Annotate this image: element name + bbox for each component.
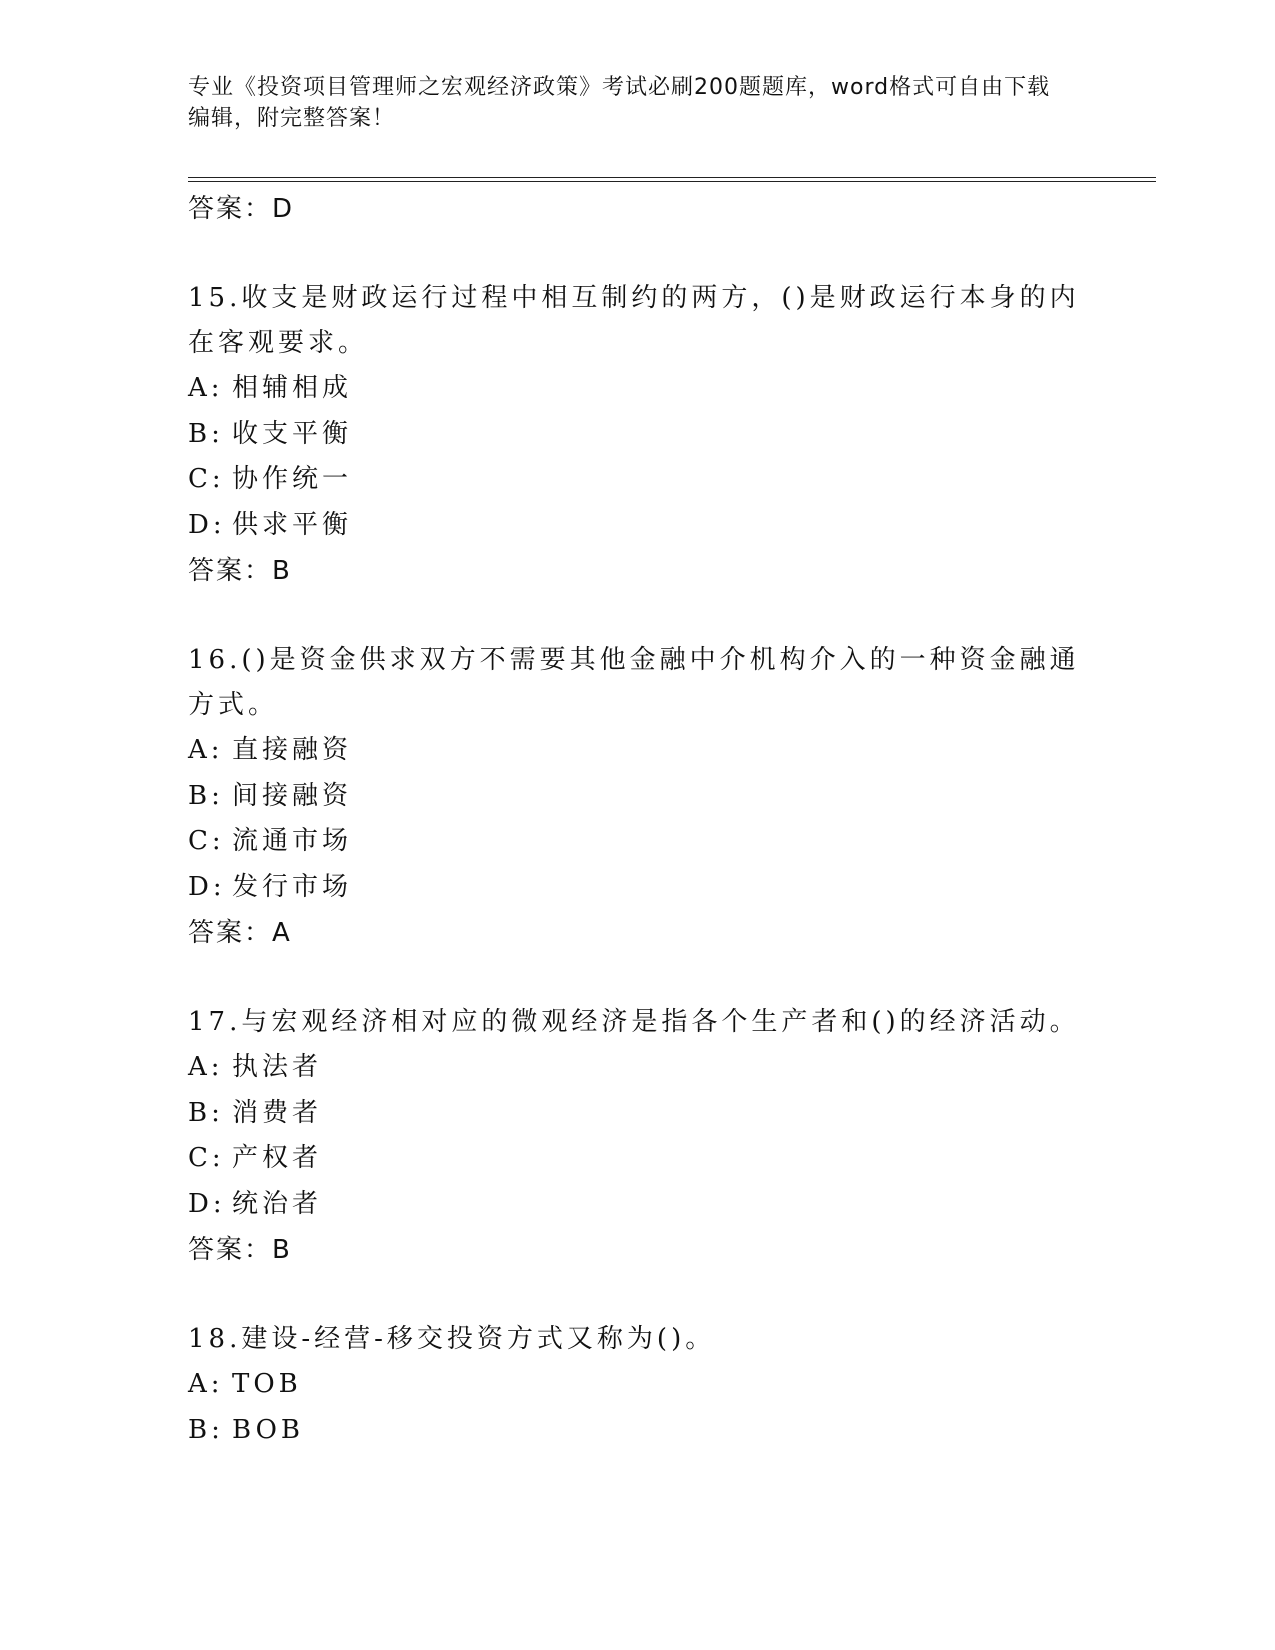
option-c: [188, 819, 1088, 865]
option-letter: C:: [188, 826, 225, 856]
option-d: [188, 503, 1088, 549]
header-divider-top: [188, 177, 1156, 178]
option-d: [188, 1182, 1088, 1228]
question-15: [188, 276, 1088, 594]
option-b: [188, 1091, 1088, 1137]
question-text: 18.建设-经营-移交投资方式又称为()。: [188, 1324, 716, 1354]
option-letter: D:: [188, 1188, 226, 1219]
option-letter: A:: [188, 373, 224, 403]
option-text: 供求平衡: [232, 509, 353, 540]
option-letter: A:: [188, 735, 224, 765]
header-divider-bottom: [188, 181, 1156, 182]
option-b: [188, 1408, 1088, 1454]
option-text: 产权者: [232, 1143, 323, 1173]
option-a: [188, 728, 1088, 774]
option-text: 直接融资: [232, 735, 353, 765]
previous-answer: 答案：D: [188, 194, 295, 224]
option-text: 统治者: [232, 1188, 323, 1219]
document-header: 专业《投资项目管理师之宏观经济政策》考试必刷200题题库，word格式可自由下载编辑，附完整答案！: [188, 75, 1051, 131]
question-17: [188, 1000, 1088, 1273]
option-a: [188, 1362, 1088, 1408]
answer-line: 答案：B: [188, 1235, 292, 1265]
option-text: 发行市场: [232, 871, 353, 902]
option-a: [188, 366, 1088, 412]
option-b: [188, 412, 1088, 458]
question-text: 17.与宏观经济相对应的微观经济是指各个生产者和()的经济活动。: [188, 1007, 1080, 1037]
option-c: [188, 1136, 1088, 1182]
question-text: 15.收支是财政运行过程中相互制约的两方，()是财政运行本身的内在客观要求。: [188, 283, 1080, 358]
option-text: 间接融资: [232, 780, 353, 811]
option-d: [188, 865, 1088, 911]
option-letter: A:: [188, 1052, 224, 1082]
option-letter: B:: [188, 1414, 224, 1445]
option-letter: C:: [188, 1143, 225, 1173]
option-a: [188, 1045, 1088, 1091]
option-letter: A:: [188, 1369, 224, 1399]
option-text: TOB: [232, 1369, 302, 1399]
option-letter: C:: [188, 464, 225, 494]
document-body: [188, 186, 1088, 1453]
option-text: 相辅相成: [232, 373, 353, 403]
option-letter: B:: [188, 418, 224, 449]
option-text: BOB: [232, 1414, 305, 1445]
option-b: [188, 774, 1088, 820]
option-letter: D:: [188, 509, 226, 540]
question-16: [188, 638, 1088, 956]
option-text: 协作统一: [232, 464, 353, 494]
option-letter: B:: [188, 1097, 224, 1128]
option-text: 收支平衡: [232, 418, 353, 449]
answer-line: 答案：A: [188, 918, 292, 948]
question-text: 16.()是资金供求双方不需要其他金融中介机构介入的一种资金融通方式。: [188, 645, 1080, 720]
option-c: [188, 457, 1088, 503]
option-letter: B:: [188, 780, 224, 811]
option-text: 执法者: [232, 1052, 323, 1082]
question-18: [188, 1317, 1088, 1453]
answer-line: 答案：B: [188, 556, 292, 586]
option-text: 消费者: [232, 1097, 323, 1128]
option-letter: D:: [188, 871, 226, 902]
option-text: 流通市场: [232, 826, 353, 856]
